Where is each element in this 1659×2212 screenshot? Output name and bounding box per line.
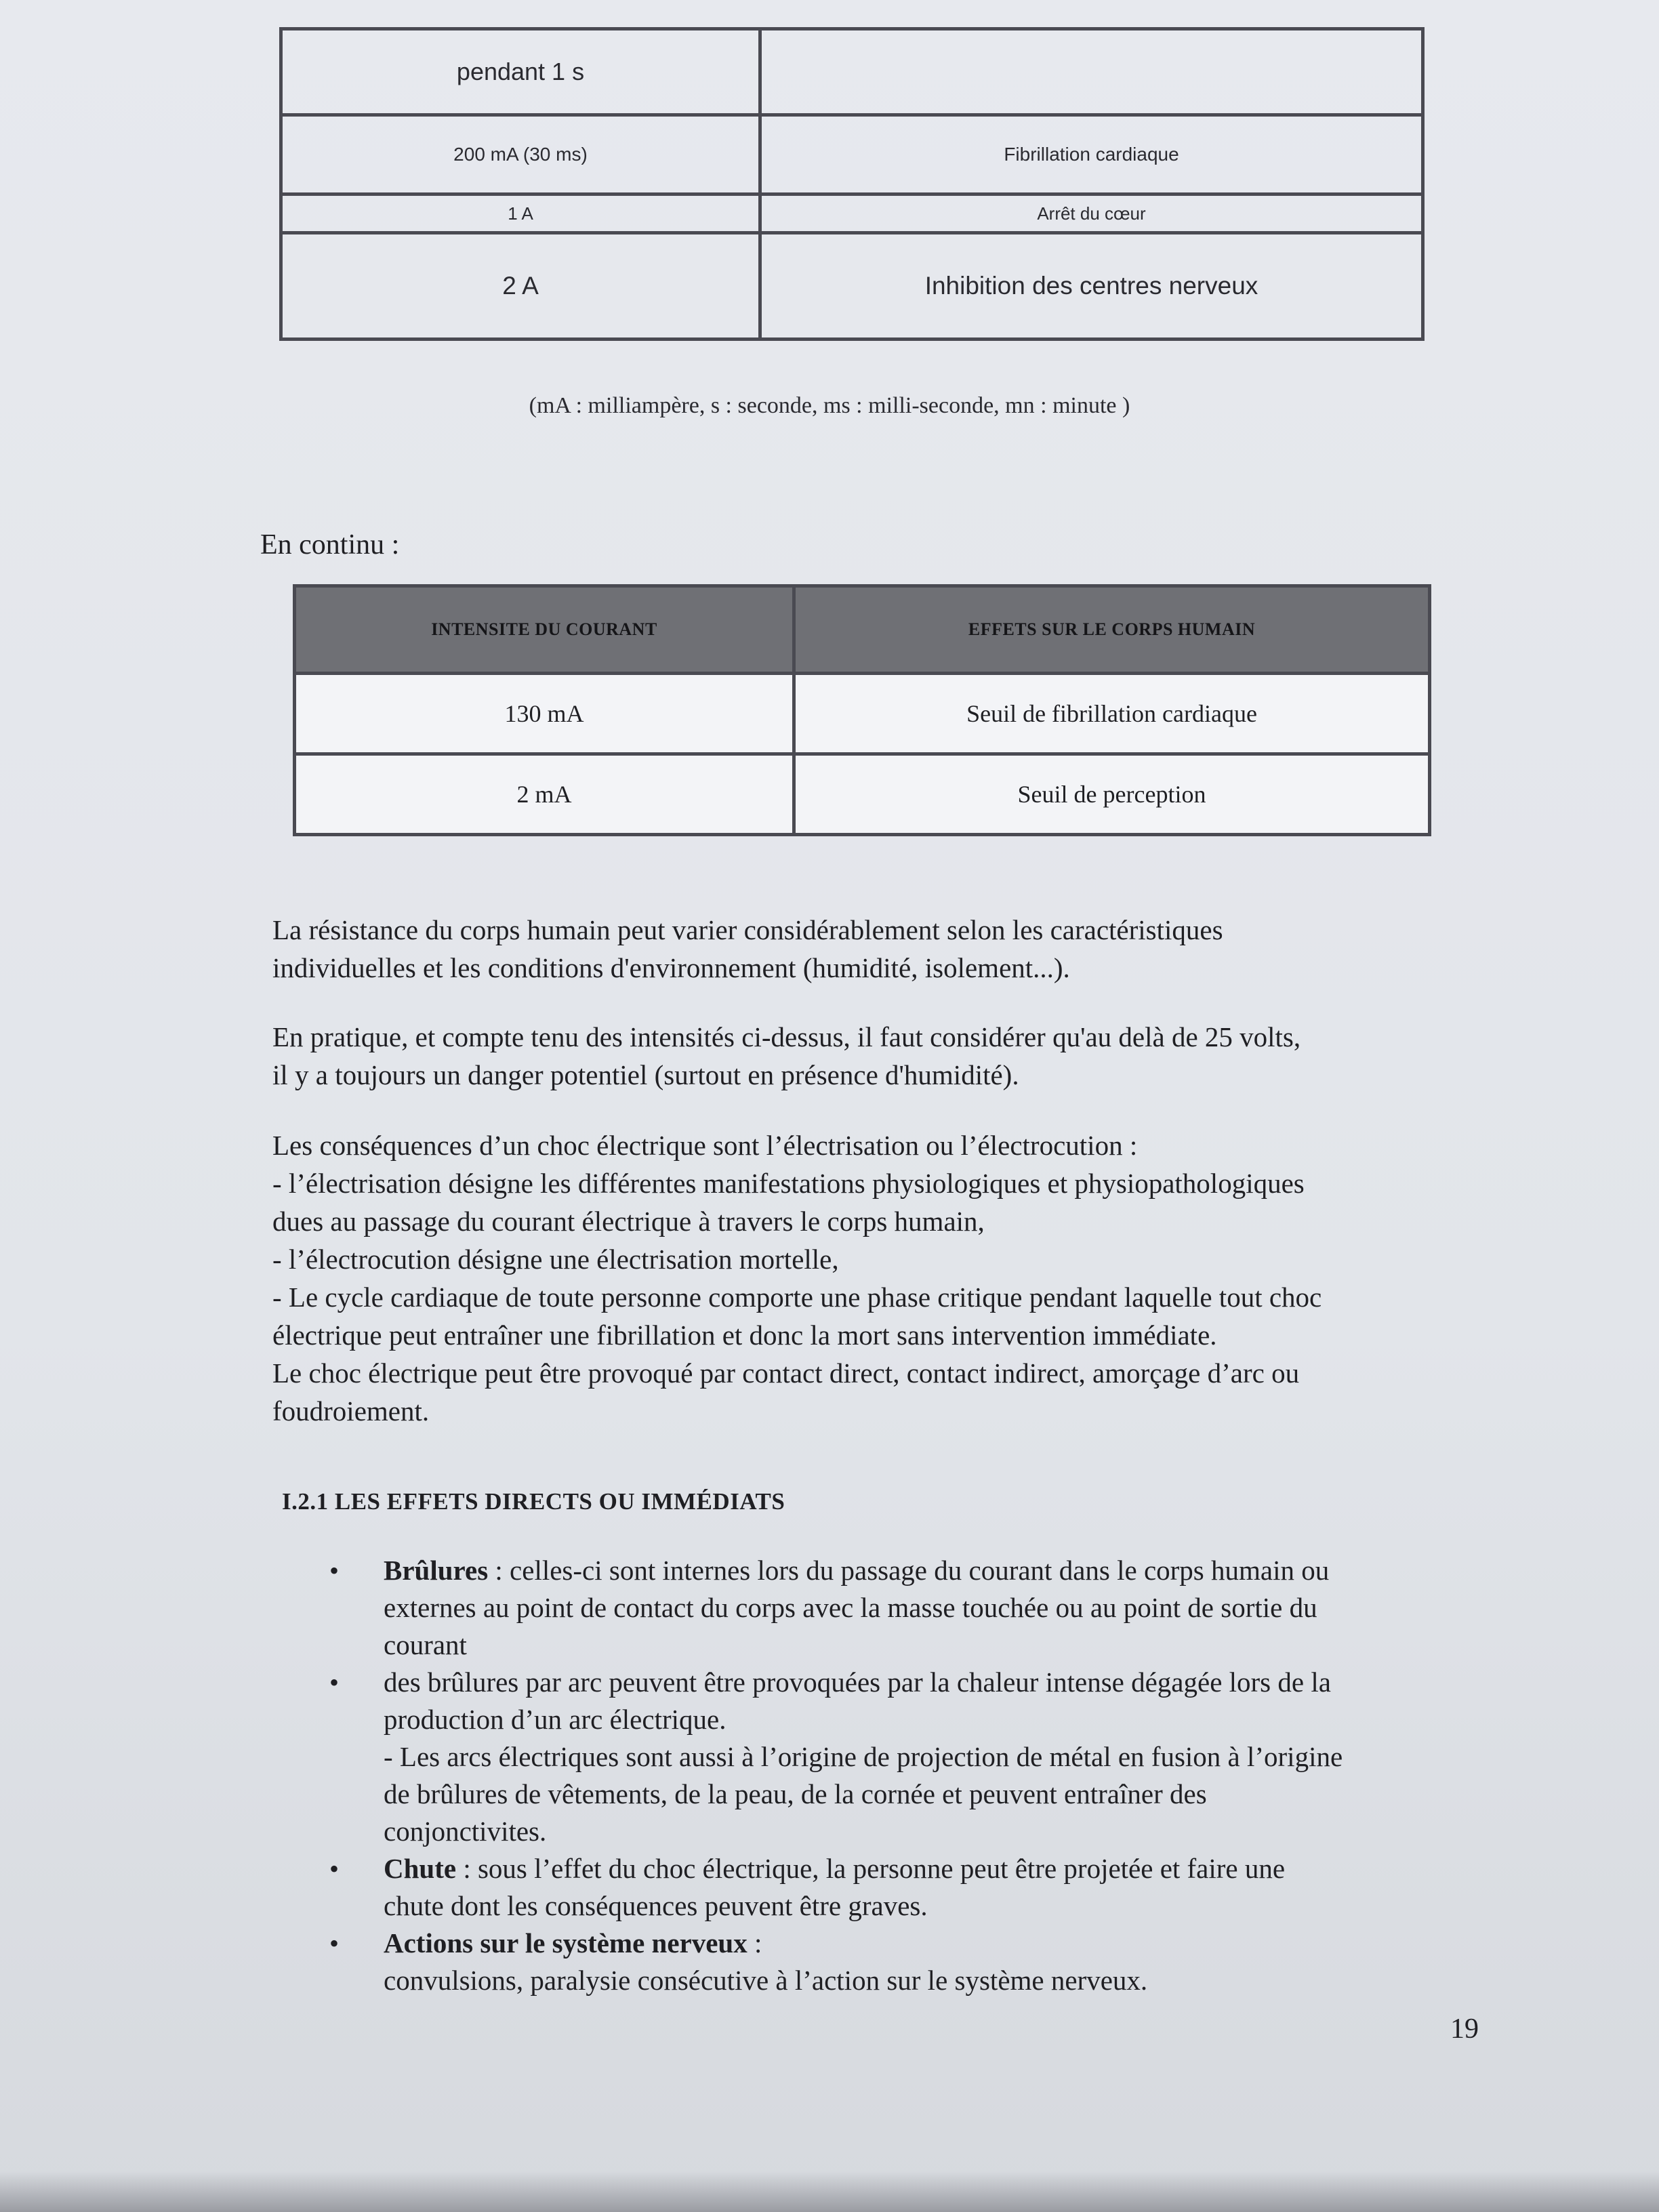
text-line: : celles-ci sont internes lors du passage du courant dans le corps humain ou bbox=[488, 1555, 1330, 1586]
list-item-burns bbox=[329, 1552, 1481, 1664]
text-line: de brûlures de vêtements, de la peau, de la cornée et peuvent entraîner des bbox=[384, 1778, 1207, 1809]
table-row bbox=[281, 194, 1423, 233]
text-line: individuelles et les conditions d'environnement (humidité, isolement...). bbox=[272, 952, 1070, 983]
term-nervous-system: Actions sur le système nerveux bbox=[384, 1927, 747, 1959]
table-row bbox=[295, 674, 1430, 754]
text-line: : bbox=[747, 1927, 762, 1959]
dc-section-label: En continu : bbox=[260, 529, 400, 560]
paragraph-consequences bbox=[272, 1126, 1479, 1430]
text-line: des brûlures par arc peuvent être provoquées par la chaleur intense dégagée lors de la bbox=[384, 1666, 1331, 1698]
bullet-icon: • bbox=[329, 1667, 340, 1698]
text-line: - Les arcs électriques sont aussi à l’origine de projection de métal en fusion à l’origine bbox=[384, 1741, 1343, 1772]
intensity-cell: 130 mA bbox=[295, 674, 794, 754]
ac-effects-table-continued bbox=[279, 27, 1425, 341]
text-line: foudroiement. bbox=[272, 1395, 430, 1427]
text-line: courant bbox=[384, 1629, 467, 1660]
effect-cell: Inhibition des centres nerveux bbox=[760, 233, 1423, 340]
bullet-icon: • bbox=[329, 1853, 340, 1884]
table-row bbox=[295, 754, 1430, 835]
text-line: conjonctivites. bbox=[384, 1816, 547, 1847]
bullet-icon: • bbox=[329, 1555, 340, 1586]
text-line: convulsions, paralysie consécutive à l’action sur le système nerveux. bbox=[384, 1965, 1148, 1996]
effect-cell: Arrêt du cœur bbox=[760, 194, 1423, 233]
text-line: - l’électrocution désigne une électrisation mortelle, bbox=[272, 1244, 839, 1275]
header-intensity: INTENSITE DU COURANT bbox=[295, 586, 794, 674]
intensity-cell: 1 A bbox=[281, 194, 760, 233]
table-header-row bbox=[295, 586, 1430, 674]
effect-cell bbox=[760, 29, 1423, 115]
table-row bbox=[281, 115, 1423, 194]
header-effect: EFFETS SUR LE CORPS HUMAIN bbox=[794, 586, 1430, 674]
text-line: En pratique, et compte tenu des intensités ci-dessus, il faut considérer qu'au delà de 25 volts, bbox=[272, 1021, 1301, 1052]
text-line: il y a toujours un danger potentiel (surtout en présence d'humidité). bbox=[272, 1059, 1019, 1090]
text-line: production d’un arc électrique. bbox=[384, 1704, 726, 1735]
list-item-nervous-system bbox=[329, 1925, 1481, 1999]
section-heading: I.2.1 LES EFFETS DIRECTS OU IMMÉDIATS bbox=[282, 1488, 785, 1515]
text-line: dues au passage du courant électrique à travers le corps humain, bbox=[272, 1206, 985, 1237]
effect-cell: Fibrillation cardiaque bbox=[760, 115, 1423, 194]
effect-cell: Seuil de perception bbox=[794, 754, 1430, 835]
text-line: - l’électrisation désigne les différentes manifestations physiologiques et physiopathologiques bbox=[272, 1168, 1305, 1199]
intensity-cell: 200 mA (30 ms) bbox=[281, 115, 760, 194]
text-line: : sous l’effet du choc électrique, la personne peut être projetée et faire une bbox=[456, 1853, 1286, 1884]
text-line: - Le cycle cardiaque de toute personne comporte une phase critique pendant laquelle tout choc bbox=[272, 1282, 1322, 1313]
paragraph-practice bbox=[272, 1018, 1479, 1094]
term-fall: Chute bbox=[384, 1853, 457, 1884]
text-line: externes au point de contact du corps avec la masse touchée ou au point de sortie du bbox=[384, 1592, 1317, 1623]
units-caption: (mA : milliampère, s : seconde, ms : milli-seconde, mn : minute ) bbox=[529, 393, 1130, 418]
list-item-arc-burns bbox=[329, 1664, 1481, 1850]
text-line: chute dont les conséquences peuvent être graves. bbox=[384, 1890, 928, 1921]
page-number: 19 bbox=[1450, 2013, 1479, 2045]
bullet-icon: • bbox=[329, 1928, 340, 1959]
page-edge-shadow bbox=[0, 2171, 1659, 2212]
dc-effects-table bbox=[293, 584, 1431, 836]
effect-cell: Seuil de fibrillation cardiaque bbox=[794, 674, 1430, 754]
term-burns: Brûlures bbox=[384, 1555, 489, 1586]
intensity-cell: 2 mA bbox=[295, 754, 794, 835]
text-line: La résistance du corps humain peut varier considérablement selon les caractéristiques bbox=[272, 914, 1223, 945]
intensity-cell: 2 A bbox=[281, 233, 760, 340]
paragraph-resistance bbox=[272, 911, 1479, 987]
text-line: Le choc électrique peut être provoqué par contact direct, contact indirect, amorçage d’arc ou bbox=[272, 1357, 1300, 1389]
list-item-fall bbox=[329, 1850, 1481, 1925]
intensity-cell: pendant 1 s bbox=[281, 29, 760, 115]
text-line: Les conséquences d’un choc électrique sont l’électrisation ou l’électrocution : bbox=[272, 1130, 1138, 1161]
effects-list bbox=[329, 1552, 1481, 1999]
table-row bbox=[281, 29, 1423, 115]
text-line: électrique peut entraîner une fibrillation et donc la mort sans intervention immédiate. bbox=[272, 1319, 1217, 1351]
table-row bbox=[281, 233, 1423, 340]
